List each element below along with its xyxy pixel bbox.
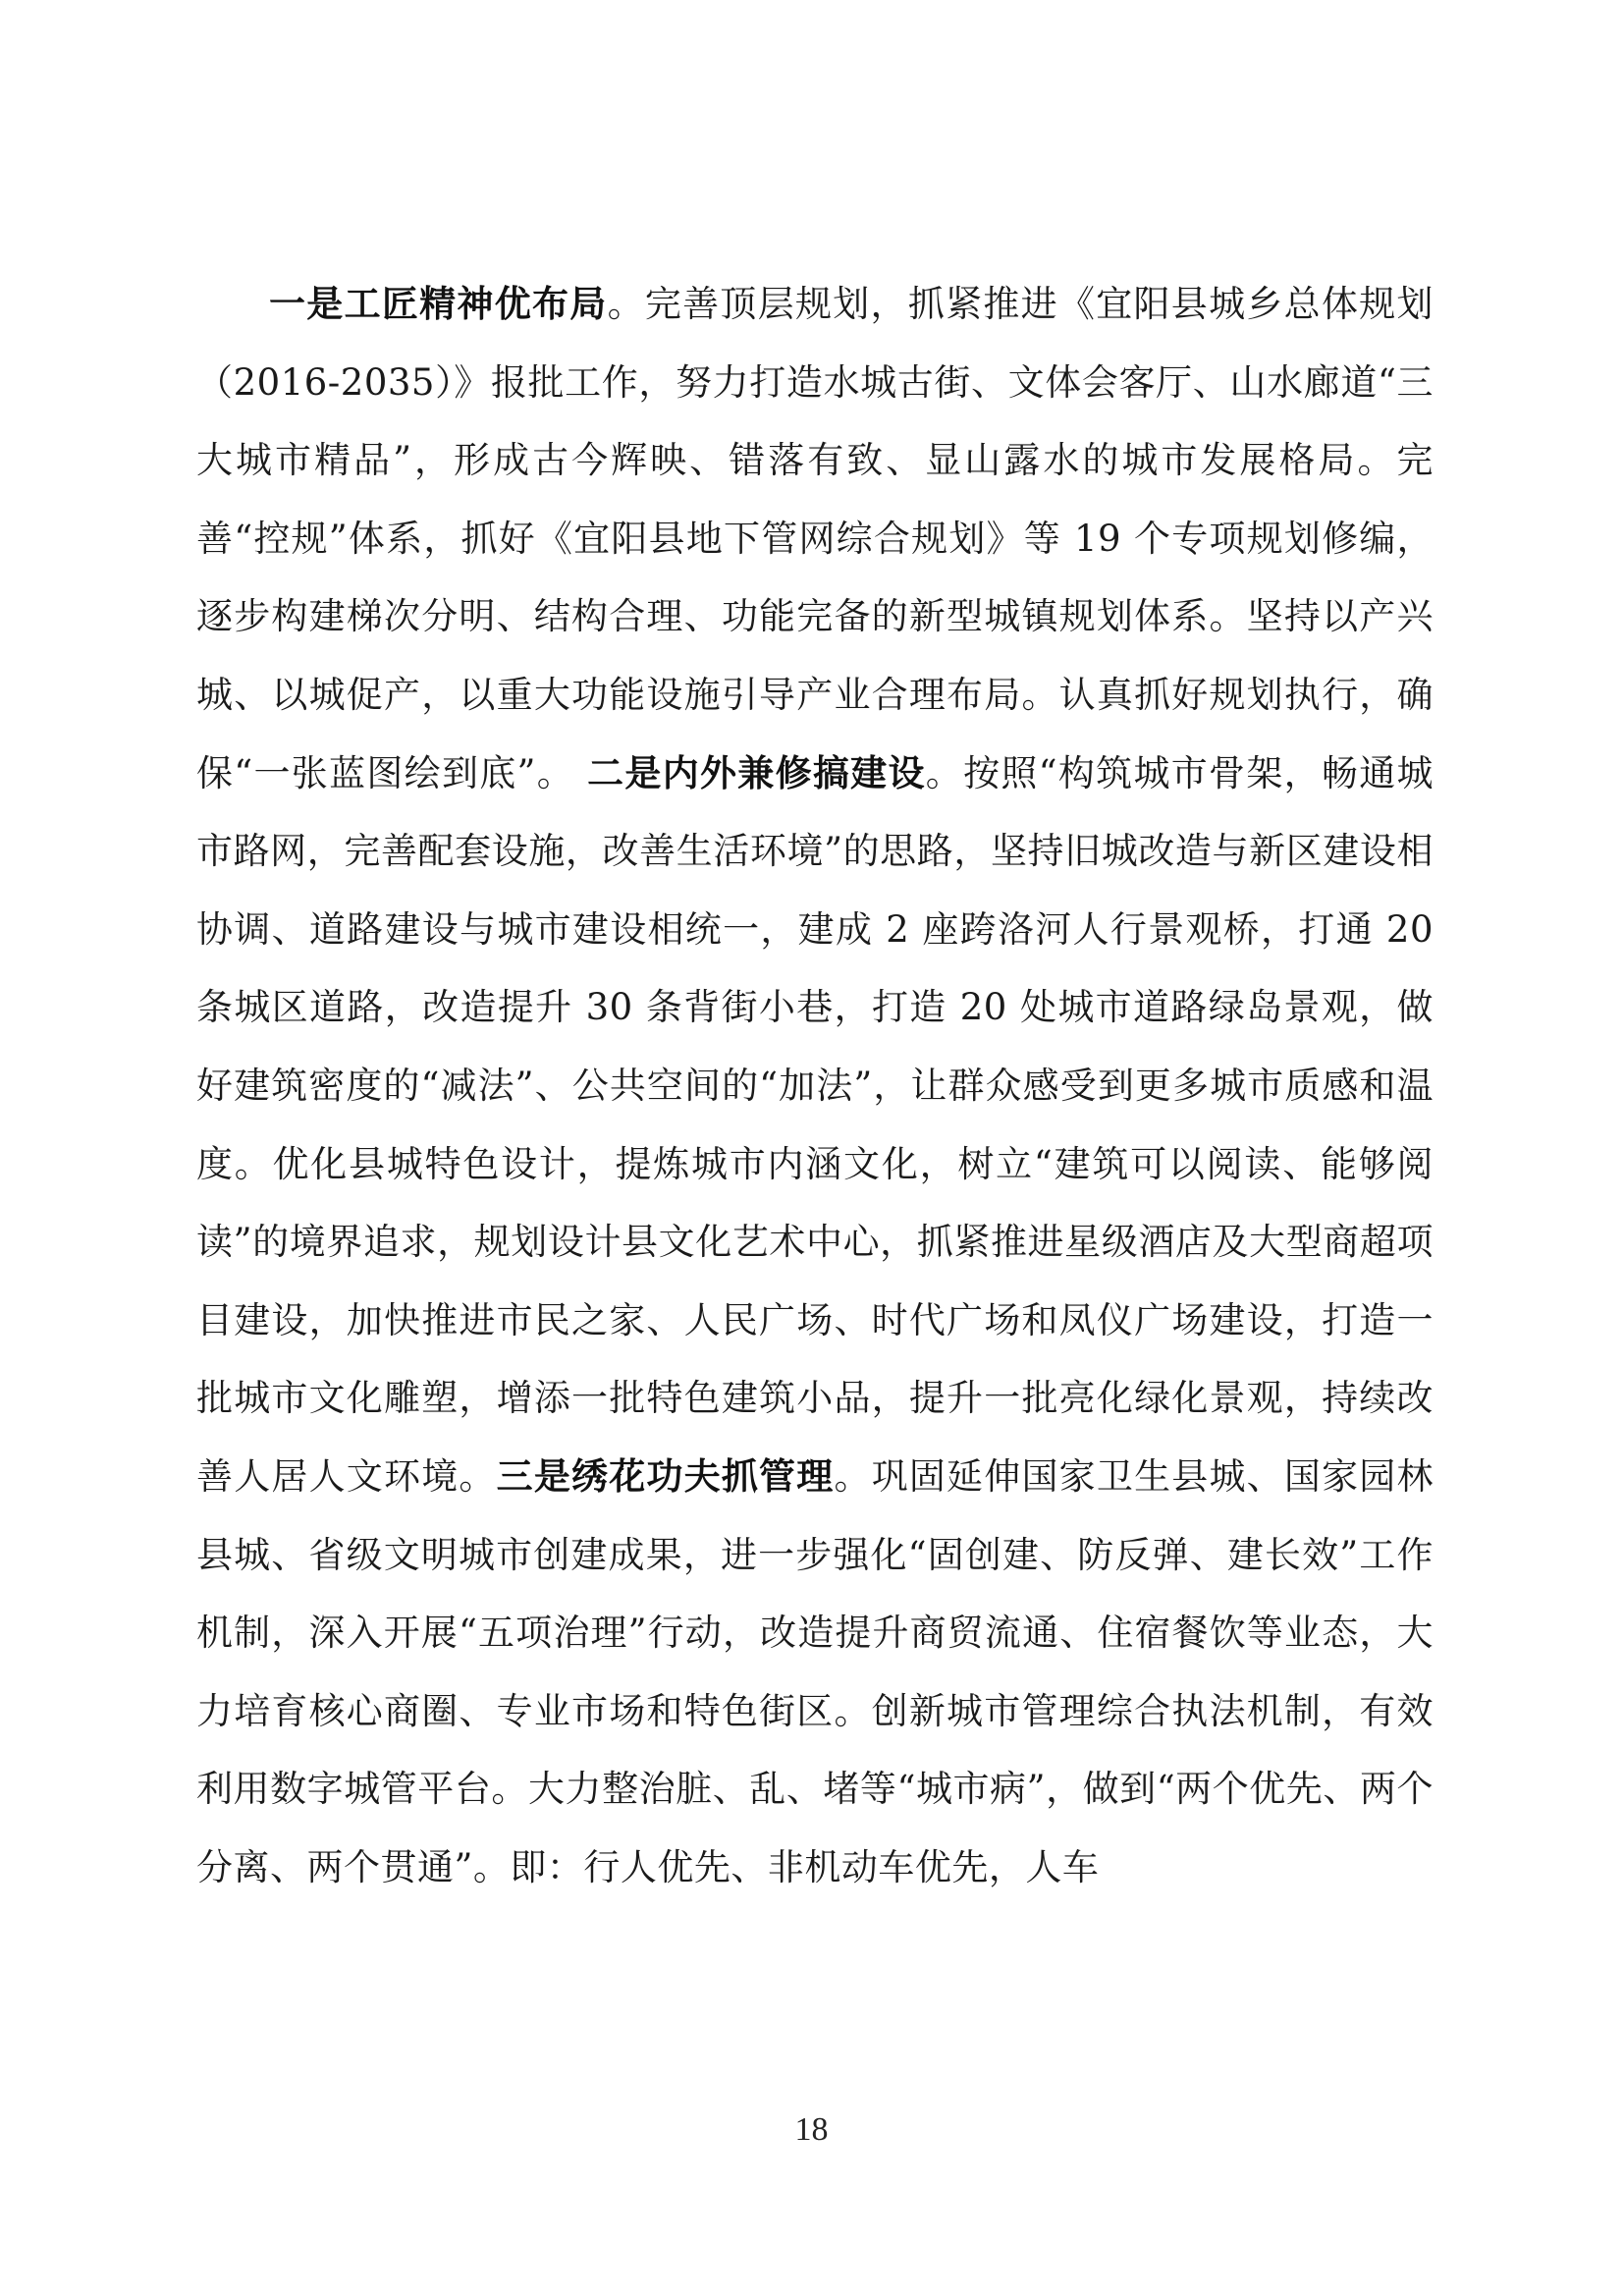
body-paragraph: [196, 265, 1434, 1906]
text-point-3: 。巩固延伸国家卫生县城、国家园林县城、省级文明城市创建成果，进一步强化“固创建、防反弹、建长效”工作机制，深入开展“五项治理”行动，改造提升商贸流通、住宿餐饮等业态，大力培育核心商圈、专业市场和特色街区。创新城市管理综合执法机制，有效利用数字城管平台。大力整治脏、乱、堵等“城市病”，做到“两个优先、两个分离、两个贯通”。即：行人优先、非机动车优先，人车: [196, 1454, 1434, 1888]
text-point-2: 。按照“构筑城市骨架，畅通城市路网，完善配套设施，改善生活环境”的思路，坚持旧城改造与新区建设相协调、道路建设与城市建设相统一，建成 2 座跨洛河人行景观桥，打通 20 条城区道路，改造提升 30 条背街小巷，打造 20 处城市道路绿岛景观，做好建筑密度的“减法”、公共空间的“加法”，让群众感受到更多城市质感和温度。优化县城特色设计，提炼城市内涵文化，树立“建筑可以阅读、能够阅读”的境界追求，规划设计县文化艺术中心，抓紧推进星级酒店及大型商超项目建设，加快推进市民之家、人民广场、时代广场和凤仪广场建设，打造一批城市文化雕塑，增添一批特色建筑小品，提升一批亮化绿化景观，持续改善人居人文环境。: [196, 751, 1434, 1498]
heading-point-2: 二是内外兼修搞建设: [587, 750, 926, 794]
page-number: 18: [794, 2111, 829, 2148]
heading-point-1: 一是工匠精神优布局: [269, 282, 608, 325]
heading-point-3: 三是绣花功夫抓管理: [496, 1453, 835, 1498]
text-point-1: 。完善顶层规划，抓紧推进《宜阳县城乡总体规划（2016-2035）》报批工作，努力打造水城古街、文体会客厅、山水廊道“三大城市精品”，形成古今辉映、错落有致、显山露水的城市发展格局。完善“控规”体系，抓好《宜阳县地下管网综合规划》等 19 个专项规划修编，逐步构建梯次分明、结构合理、功能完备的新型城镇规划体系。坚持以产兴城、以城促产，以重大功能设施引导产业合理布局。认真抓好规划执行，确保“一张蓝图绘到底”。: [196, 283, 1434, 794]
